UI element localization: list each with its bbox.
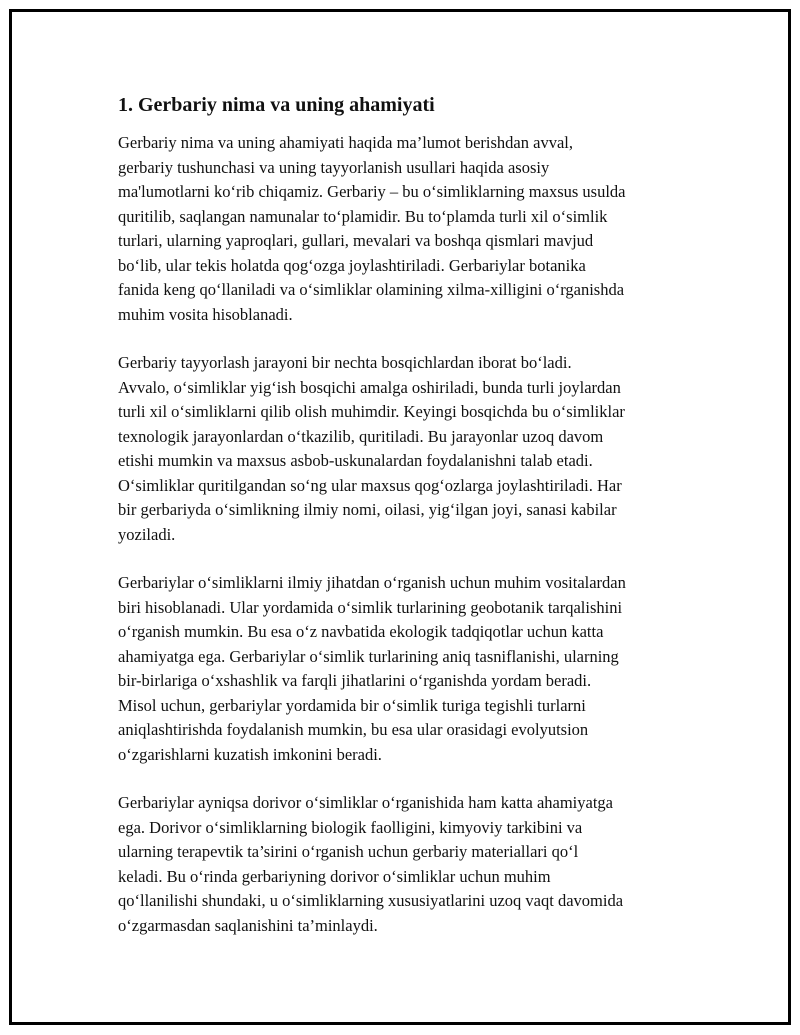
text-line: muhim vosita hisoblanadi.: [118, 304, 293, 324]
paragraph-2: [118, 351, 688, 547]
text-line: ma'lumotlarni ko‘rib chiqamiz. Gerbariy – bu o‘simliklarning maxsus usulda: [118, 182, 626, 201]
text-line: bo‘lib, ular tekis holatda qog‘ozga joylashtiriladi. Gerbariylar botanika: [118, 255, 586, 275]
text-line: o‘zgarishlarni kuzatish imkonini beradi.: [118, 744, 382, 764]
text-line: Gerbariy nima va uning ahamiyati haqida ma’lumot berishdan avval,: [118, 133, 573, 152]
paragraph-1: [118, 131, 688, 327]
text-line: fanida keng qo‘llaniladi va o‘simliklar olamining xilma-xilligini o‘rganishda: [118, 280, 625, 299]
text-line: ularning terapevtik ta’sirini o‘rganish uchun gerbariy materiallari qo‘l: [118, 842, 579, 861]
text-line: aniqlashtirishda foydalanish mumkin, bu esa ular orasidagi evolyutsion: [118, 720, 589, 739]
paragraph-3: [118, 571, 688, 767]
section-heading: 1. Gerbariy nima va uning ahamiyati: [118, 94, 435, 116]
text-line: quritilib, saqlangan namunalar to‘plamidir. Bu to‘plamda turli xil o‘simlik: [118, 206, 608, 226]
text-line: bir gerbariyda o‘simlikning ilmiy nomi, oilasi, yig‘ilgan joyi, sanasi kabilar: [118, 500, 617, 519]
text-line: yoziladi.: [118, 524, 176, 544]
text-line: Avvalo, o‘simliklar yig‘ish bosqichi amalga oshiriladi, bunda turli joylardan: [118, 377, 621, 397]
text-line: O‘simliklar quritilgandan so‘ng ular maxsus qog‘ozlarga joylashtiriladi. Har: [118, 475, 622, 495]
text-line: Gerbariy tayyorlash jarayoni bir nechta bosqichlardan iborat bo‘ladi.: [118, 353, 572, 372]
text-line: gerbariy tushunchasi va uning tayyorlanish usullari haqida asosiy: [118, 157, 550, 177]
text-line: Gerbariylar ayniqsa dorivor o‘simliklar o‘rganishida ham katta ahamiyatga: [118, 793, 613, 812]
text-line: texnologik jarayonlardan o‘tkazilib, quritiladi. Bu jarayonlar uzoq davom: [118, 426, 604, 446]
paragraph-4: [118, 791, 688, 938]
text-line: qo‘llanilishi shundaki, u o‘simliklarning xususiyatlarini uzoq vaqt davomida: [118, 891, 624, 910]
text-line: ega. Dorivor o‘simliklarning biologik faolligini, kimyoviy tarkibini va: [118, 817, 583, 837]
document-content: [118, 93, 688, 962]
text-line: turlari, ularning yaproqlari, gullari, mevalari va boshqa qismlari mavjud: [118, 231, 594, 250]
text-line: etishi mumkin va maxsus asbob-uskunalardan foydalanishni talab etadi.: [118, 451, 593, 470]
text-line: turli xil o‘simliklarni qilib olish muhimdir. Keyingi bosqichda bu o‘simliklar: [118, 402, 625, 421]
text-line: biri hisoblanadi. Ular yordamida o‘simlik turlarining geobotanik tarqalishini: [118, 597, 623, 617]
text-line: Misol uchun, gerbariylar yordamida bir o‘simlik turiga tegishli turlarni: [118, 695, 586, 715]
text-line: o‘zgarmasdan saqlanishini ta’minlaydi.: [118, 915, 378, 935]
text-line: bir-birlariga o‘xshashlik va farqli jihatlarini o‘rganishda yordam beradi.: [118, 671, 592, 690]
text-line: keladi. Bu o‘rinda gerbariyning dorivor o‘simliklar uchun muhim: [118, 866, 551, 886]
text-line: o‘rganish mumkin. Bu esa o‘z navbatida ekologik tadqiqotlar uchun katta: [118, 622, 604, 641]
text-line: Gerbariylar o‘simliklarni ilmiy jihatdan o‘rganish uchun muhim vositalardan: [118, 573, 626, 592]
text-line: ahamiyatga ega. Gerbariylar o‘simlik turlarining aniq tasniflanishi, ularning: [118, 646, 619, 666]
